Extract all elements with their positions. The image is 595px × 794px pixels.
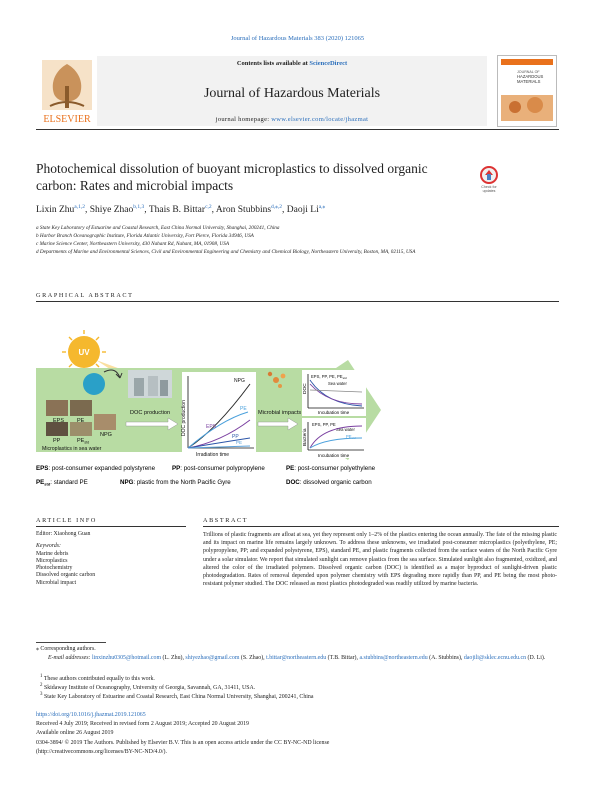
author-name[interactable]: Lixin Zhu xyxy=(36,205,75,216)
footnote: $^3$ State Key Laboratory of Estuarine and Coastal Research, East China Normal University, Shanghai, 200241, China xyxy=(40,692,314,700)
svg-text:Irradiation time: Irradiation time xyxy=(196,452,230,458)
email-link[interactable]: shiyezhao@gmail.com xyxy=(185,655,240,661)
svg-text:HAZARDOUS: HAZARDOUS xyxy=(517,74,544,79)
keyword: Dissolved organic carbon xyxy=(36,572,96,579)
doc-production-chart xyxy=(181,372,256,458)
author-list: Lixin Zhu$^{a,1,2}$, Shiye Zhao$^{b,1,3}$, Thais B. Bittar$^{c,2}$, Aron Stubbins$^{d,⁎,2}$, Daoji $Li^{a,⁎}$ xyxy=(36,204,326,216)
author-sup[interactable]: a,1,2 xyxy=(74,204,85,210)
article-info-column xyxy=(36,531,186,587)
svg-text:Incubation time: Incubation time xyxy=(318,410,350,415)
affiliation: b Harbor Branch Oceanographic Institute, Florida Atlantic University, Fort Pierce, Florida 34946, USA xyxy=(36,233,254,239)
affiliation: d Departments of Marine and Environmental Sciences, Civil and Environmental Engineering and Chemistry and Chemical Biology, Northeastern University, Boston, MA, 02115, USA xyxy=(36,249,416,255)
author-sup[interactable]: c,2 xyxy=(205,204,212,210)
svg-text:MATERIALS: MATERIALS xyxy=(517,79,541,84)
affiliation: c Marine Science Center, Northeastern University, 430 Nahant Rd, Nahant, MA, 01908, USA xyxy=(36,241,230,247)
sun-icon xyxy=(62,330,106,374)
sample-label: $PE_{std}$ xyxy=(77,438,90,445)
svg-text:DOC production: DOC production xyxy=(181,400,187,436)
sciencedirect-link[interactable]: ScienceDirect xyxy=(309,60,348,67)
footnote-rule xyxy=(36,642,106,643)
legend-item: $PE_{std}$: standard PE xyxy=(36,479,88,487)
svg-text:PEstd: $PE_{std}$ xyxy=(346,434,356,440)
sample-label: PE xyxy=(77,418,85,424)
article-info-rule xyxy=(36,526,186,527)
series-label: PE xyxy=(236,440,243,445)
article-title: Photochemical dissolution of buoyant microplastics to dissolved organic carbon: Rates and microbial impacts xyxy=(36,161,428,193)
legend-item: PE: post-consumer polyethylene xyxy=(286,465,376,472)
author-name[interactable]: Daoji Li xyxy=(286,205,319,216)
legend-item: DOC: dissolved organic carbon xyxy=(286,479,372,486)
elsevier-logo xyxy=(36,56,98,126)
keyword: Microbial impact xyxy=(36,579,77,586)
author-name[interactable]: Aron Stubbins xyxy=(215,205,272,216)
email-link[interactable]: a.stubbins@northeastern.edu xyxy=(359,655,428,661)
footnote: $^2$ Skidaway Institute of Oceanography, University of Georgia, Savannah, GA, 31411, USA. xyxy=(40,683,256,691)
corresponding-note: ⁎ Corresponding authors. xyxy=(36,646,96,652)
sample-label: PP xyxy=(53,438,61,444)
email-link[interactable]: t.bittar@northeastern.edu xyxy=(266,655,327,661)
author-sup[interactable]: b,1,3 xyxy=(133,204,145,210)
graphical-abstract-legend xyxy=(36,465,376,487)
keyword: Photochemistry xyxy=(36,565,73,572)
series-label: PP xyxy=(232,434,239,440)
svg-text:EPS, PP, PE: EPS, PP, PE xyxy=(312,422,336,427)
contents-prefix: Contents lists available at xyxy=(236,60,310,67)
legend-item: NPG: plastic from the North Pacific Gyre xyxy=(120,479,231,486)
author-sup[interactable]: a,⁎ xyxy=(318,204,326,210)
abstract-heading: ABSTRACT xyxy=(203,517,249,524)
svg-text:Bacteria: Bacteria xyxy=(303,428,308,446)
article-info-heading: ARTICLE INFO xyxy=(36,517,97,524)
svg-text:EPS, PP, PE, PEstd: EPS, PP, PE, $PE_{std}$ xyxy=(311,374,347,380)
sample-label: EPS xyxy=(53,418,65,424)
doc-production-label: DOC production xyxy=(130,410,171,416)
keyword: Marine debris xyxy=(36,550,69,557)
license-url[interactable]: (http://creativecommons.org/licenses/BY-NC-ND/4.0/). xyxy=(36,749,167,755)
journal-citation[interactable]: Journal of Hazardous Materials 383 (2020) 121065 xyxy=(230,35,365,42)
svg-text:Incubation time: Incubation time xyxy=(318,453,350,458)
legend-item: PP: post-consumer polypropylene xyxy=(172,465,265,472)
received-dates: Received 4 July 2019; Received in revised form 2 August 2019; Accepted 20 August 2019 xyxy=(36,721,250,727)
contents-line xyxy=(97,60,487,67)
series-label: EPS xyxy=(206,424,217,430)
svg-text:JOURNAL OF: JOURNAL OF xyxy=(517,70,540,74)
email-link[interactable]: linxinzhu0305@hotmail.com xyxy=(91,655,162,661)
doc-incubation-chart xyxy=(302,370,366,416)
microplastics-caption: Microplastics in sea water xyxy=(42,446,102,452)
journal-cover-image xyxy=(497,55,557,127)
abstract-text: Trillions of plastic fragments are afloat at sea, yet they represent only 1–2% of the plastics entering the ocean annually. The fate of the missing plastic and its impact on marine life remains largely unknown. To address these unknowns, we irradiated post-consumer microplastics (polyethylene, PE; polypropylene, PP; and expanded polystyrene, EPS), standard PE, and plastic fragments collected from the surface waters of the North Pacific Gyre under a solar simulator. We report that simulated sunlight can remove plastics from the sea surface. Simulated sunlight also fragmented, oxidized, and altered the color of the irradiated polymers. Dissolved organic carbon (DOC) is identified as a major byproduct of sunlight-driven plastic photodegradation. Rates of removal depended upon polymer chemistry with EPS degrading more rapidly than PP, and PE being the most photo-resistant polymer studied. The DOC released as most plastics photodegraded was readily utilized by marine bacteria. xyxy=(203,532,557,588)
journal-homepage xyxy=(97,116,487,123)
graphical-abstract-figure xyxy=(36,330,396,496)
sample-label: NPG xyxy=(100,432,112,438)
header-rule xyxy=(36,129,559,130)
affiliation: a State Key Laboratory of Estuarine and Coastal Research, East China Normal University, Shanghai, 200241, China xyxy=(36,225,280,231)
footnote: $^1$ These authors contributed equally to this work. xyxy=(40,674,155,682)
svg-text:UV: UV xyxy=(78,348,90,357)
svg-text:Sea water: Sea water xyxy=(336,427,355,432)
email-link[interactable]: daojili@sklec.ecnu.edu.cn xyxy=(463,655,527,661)
journal-name: Journal of Hazardous Materials xyxy=(203,86,381,101)
series-label: NPG xyxy=(234,378,245,384)
keyword: Microplastics xyxy=(36,557,68,564)
author-sup[interactable]: d,⁎,2 xyxy=(271,204,283,210)
series-label: PE xyxy=(240,406,247,412)
svg-text:Check for: Check for xyxy=(481,185,497,189)
online-date: Available online 26 August 2019 xyxy=(36,730,114,736)
homepage-link[interactable]: www.elsevier.com/locate/jhazmat xyxy=(271,116,369,123)
check-for-updates-badge[interactable] xyxy=(474,164,504,194)
publisher-name: ELSEVIER xyxy=(43,114,91,125)
author-name[interactable]: Thais B. Bittar xyxy=(148,205,206,216)
homepage-prefix: journal homepage: xyxy=(215,116,272,123)
abstract-rule xyxy=(203,526,559,527)
solar-simulator-photo xyxy=(128,370,172,398)
email-addresses: E-mail addresses: linxinzhu0305@hotmail.com (L. Zhu), shiyezhao@gmail.com (S. Zhao), t.bittar@northeastern.edu (T.B. Bittar), a.stubbins@northeastern.edu (A. Stubbins), daojili@sklec.ecnu.edu.cn (D. Li). xyxy=(48,655,546,661)
editor-line: Editor: Xiaohong Guan xyxy=(36,531,91,537)
svg-text:updates: updates xyxy=(482,189,496,193)
author-name[interactable]: Shiye Zhao xyxy=(89,205,134,216)
bacteria-incubation-chart xyxy=(302,418,366,458)
keywords-label: Keywords: xyxy=(36,543,61,550)
svg-text:DOC: DOC xyxy=(303,383,308,394)
graphical-abstract-heading: GRAPHICAL ABSTRACT xyxy=(36,292,134,299)
svg-text:Sea water: Sea water xyxy=(328,381,347,386)
license-line: 0304-3894/ © 2019 The Authors. Published by Elsevier B.V. This is an open access article under the CC BY-NC-ND license xyxy=(36,740,330,746)
microbial-impacts-label: Microbial impacts xyxy=(258,410,302,416)
section-rule xyxy=(36,301,559,302)
legend-item: EPS: post-consumer expanded polystyrene xyxy=(36,465,156,472)
doi-link[interactable]: https://doi.org/10.1016/j.jhazmat.2019.121065 xyxy=(36,712,146,718)
